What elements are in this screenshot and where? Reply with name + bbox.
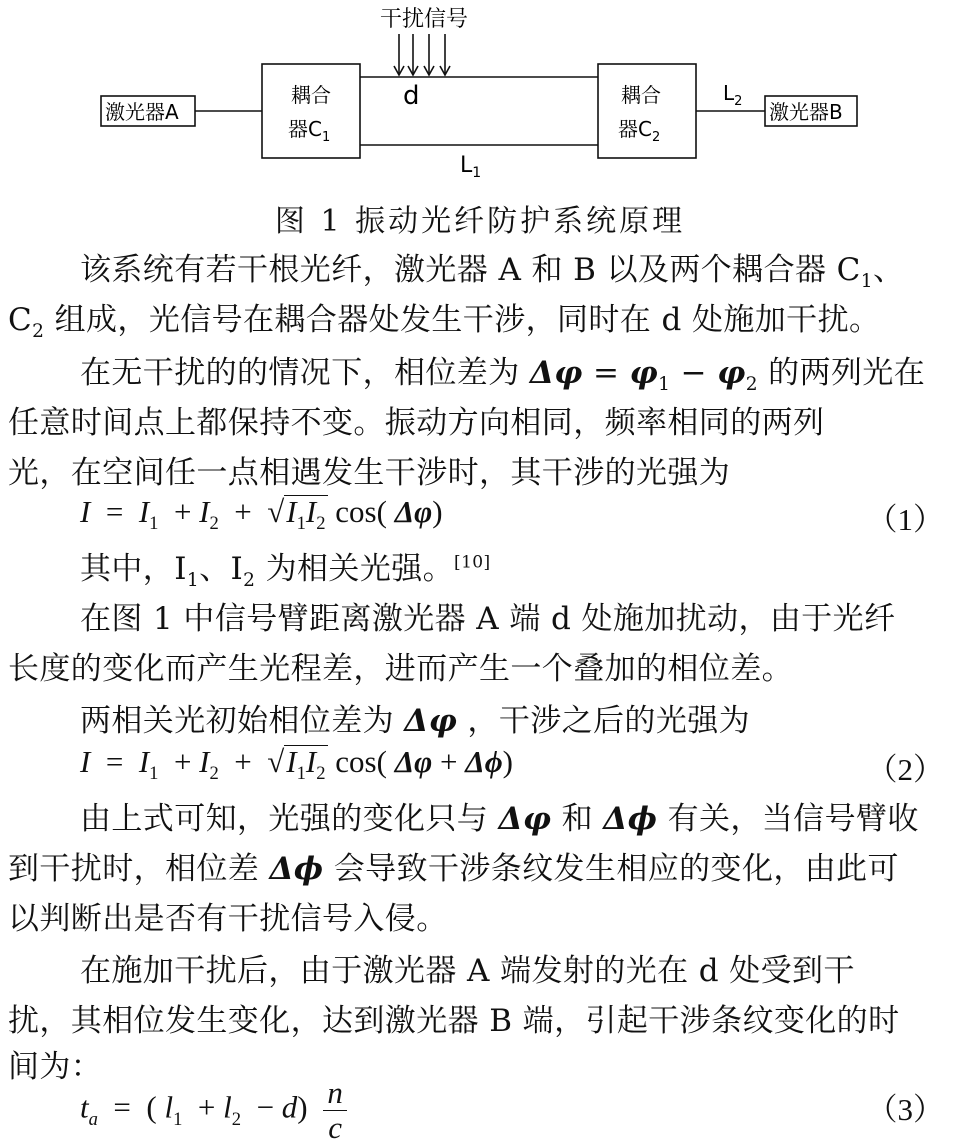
para-7-line-1: 在施加干扰后，由于激光器 A 端发射的光在 d 处受到干 — [80, 953, 855, 989]
coupler-c2-line1: 耦合 — [621, 83, 661, 107]
signal-label: 干扰信号 — [380, 7, 469, 32]
d-label: d — [403, 81, 420, 111]
l2-label: $L_2$ — [723, 81, 743, 109]
system-diagram — [0, 0, 960, 190]
para-4-line-1: 在图 1 中信号臂距离激光器 A 端 d 处施加扰动，由于光纤 — [80, 601, 896, 637]
para-3: 其中，$I_1$、$I_2$ 为相关光强。[10] — [80, 551, 491, 592]
coupler-c2-box — [598, 64, 696, 158]
disturbance-arrows — [394, 34, 450, 75]
figure-caption: 图 1 振动光纤防护系统原理 — [274, 204, 686, 239]
laser-a-label: 激光器A — [105, 100, 179, 124]
para-5: 两相关光初始相位差为 Δφ ，干涉之后的光强为 — [80, 703, 751, 739]
para-1-line-1: 该系统有若干根光纤，激光器 A 和 B 以及两个耦合器 $C_1$、 — [80, 252, 905, 293]
coupler-c2-line2: 器$C_2$ — [618, 117, 661, 145]
para-6-line-3: 以判断出是否有干扰信号入侵。 — [8, 901, 448, 937]
para-2-line-1: 在无干扰的的情况下，相位差为 $\Delta\varphi = \varphi_1 - \varphi_2$ 的两列光在 — [80, 355, 926, 396]
equation-3-number: （3） — [866, 1092, 944, 1127]
laser-b-label: 激光器B — [769, 100, 843, 124]
coupler-c1-box — [262, 64, 360, 158]
para-6-line-2: 到干扰时，相位差 Δϕ 会导致干涉条纹发生相应的变化，由此可 — [8, 851, 899, 887]
para-2-line-3: 光，在空间任一点相遇发生干涉时，其干涉的光强为 — [8, 455, 731, 491]
para-1-line-2: $C_2$ 组成，光信号在耦合器处发生干涉，同时在 d 处施加干扰。 — [8, 302, 881, 343]
l1-label: $L_1$ — [460, 153, 482, 181]
para-6-line-1: 由上式可知，光强的变化只与 Δφ 和 Δϕ 有关，当信号臂收 — [80, 801, 919, 837]
equation-2: $I = I_1 + I_2 + √I_1I_2$ cos( Δφ + Δϕ) — [80, 744, 513, 785]
para-7-line-3: 间为： — [8, 1049, 103, 1085]
equation-3: $t_a$ = ( $l_1 + l_2 - d$) $\frac{n}{c}$ — [80, 1076, 347, 1145]
equation-1-number: （1） — [866, 502, 944, 537]
para-7-line-2: 扰，其相位发生变化，达到激光器 B 端，引起干涉条纹变化的时 — [8, 1003, 900, 1039]
coupler-c1-line2: 器$C_1$ — [288, 117, 331, 145]
para-4-line-2: 长度的变化而产生光程差，进而产生一个叠加的相位差。 — [8, 651, 793, 687]
equation-2-number: （2） — [866, 752, 944, 787]
equation-1: $I = I_1 + I_2 + √I_1I_2$ cos( Δφ) — [80, 494, 443, 535]
coupler-c1-line1: 耦合 — [291, 83, 331, 107]
para-2-line-2: 任意时间点上都保持不变。振动方向相同，频率相同的两列 — [8, 405, 825, 441]
